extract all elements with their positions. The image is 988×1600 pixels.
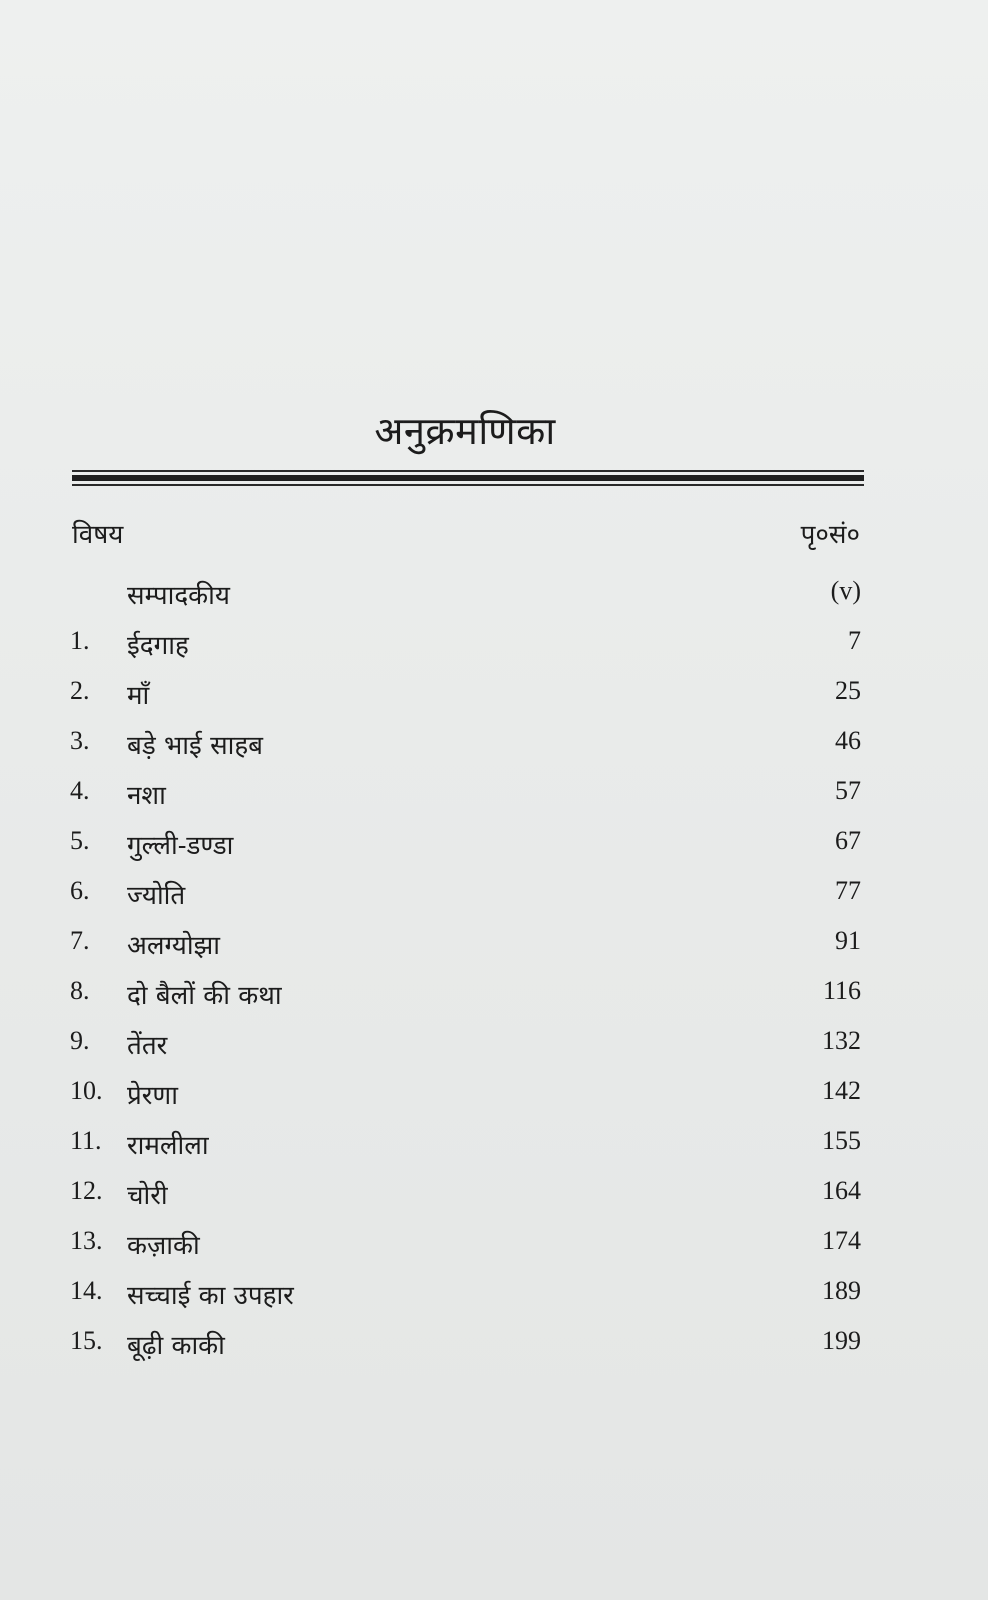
toc-entry	[0, 726, 988, 766]
entry-title: चोरी	[127, 1181, 168, 1211]
entry-page: (v)	[830, 576, 861, 605]
entry-title: बूढ़ी काकी	[127, 1331, 225, 1361]
entry-page: 25	[835, 676, 861, 705]
entry-title: ज्योति	[127, 881, 186, 911]
entry-title: दो बैलों की कथा	[127, 981, 282, 1011]
page-title: अनुक्रमणिका	[374, 409, 556, 453]
entry-title: रामलीला	[127, 1131, 209, 1161]
entry-page: 91	[835, 926, 861, 955]
entry-page: 116	[822, 976, 861, 1005]
entry-title: अलग्योझा	[127, 931, 221, 961]
toc-entry	[0, 976, 988, 1016]
entry-number: 7.	[70, 926, 90, 955]
entry-page: 189	[822, 1276, 861, 1305]
toc-entry	[0, 826, 988, 866]
entry-title: सच्चाई का उपहार	[127, 1281, 294, 1311]
entry-page: 46	[835, 726, 861, 755]
toc-entry	[0, 576, 988, 616]
entry-page: 57	[835, 776, 861, 805]
entry-number: 9.	[70, 1026, 90, 1055]
entry-title: तेंतर	[127, 1031, 168, 1061]
page-number-column-header: पृ०सं०	[800, 520, 860, 550]
toc-entry	[0, 776, 988, 816]
toc-entry	[0, 926, 988, 966]
entry-page: 155	[822, 1126, 861, 1155]
entry-title: बड़े भाई साहब	[127, 731, 264, 761]
entry-page: 77	[835, 876, 861, 905]
toc-entry	[0, 676, 988, 716]
entry-title: कज़ाकी	[127, 1231, 200, 1261]
entry-title: माँ	[127, 681, 150, 711]
entry-title: ईदगाह	[127, 631, 189, 661]
toc-entry	[0, 1226, 988, 1266]
entry-number: 15.	[70, 1326, 103, 1355]
toc-entry	[0, 1176, 988, 1216]
entry-number: 10.	[70, 1076, 103, 1105]
entry-number: 13.	[70, 1226, 103, 1255]
toc-entry	[0, 876, 988, 916]
entry-page: 199	[822, 1326, 861, 1355]
entry-number: 14.	[70, 1276, 103, 1305]
entry-page: 174	[822, 1226, 861, 1255]
toc-entry	[0, 626, 988, 666]
entry-number: 2.	[70, 676, 90, 705]
entry-page: 164	[822, 1176, 861, 1205]
entry-number: 3.	[70, 726, 90, 755]
entry-number: 8.	[70, 976, 90, 1005]
entry-page: 132	[822, 1026, 861, 1055]
divider-bottom-thin	[72, 484, 864, 486]
divider-thick	[72, 475, 864, 481]
entry-number: 11.	[70, 1126, 102, 1155]
toc-entry	[0, 1126, 988, 1166]
toc-entry	[0, 1276, 988, 1316]
entry-number: 4.	[70, 776, 90, 805]
toc-entry	[0, 1076, 988, 1116]
subject-column-header: विषय	[72, 520, 124, 550]
entry-title: सम्पादकीय	[127, 581, 230, 611]
entry-number: 6.	[70, 876, 90, 905]
entry-number: 12.	[70, 1176, 103, 1205]
toc-entry	[0, 1326, 988, 1366]
entry-title: नशा	[127, 781, 166, 811]
entry-number: 5.	[70, 826, 90, 855]
entry-page: 67	[835, 826, 861, 855]
toc-entry	[0, 1026, 988, 1066]
entry-number: 1.	[70, 626, 90, 655]
entry-page: 7	[848, 626, 861, 655]
divider-top-thin	[72, 470, 864, 472]
entry-title: प्रेरणा	[127, 1081, 178, 1111]
entry-title: गुल्ली-डण्डा	[127, 831, 234, 861]
entry-page: 142	[822, 1076, 861, 1105]
